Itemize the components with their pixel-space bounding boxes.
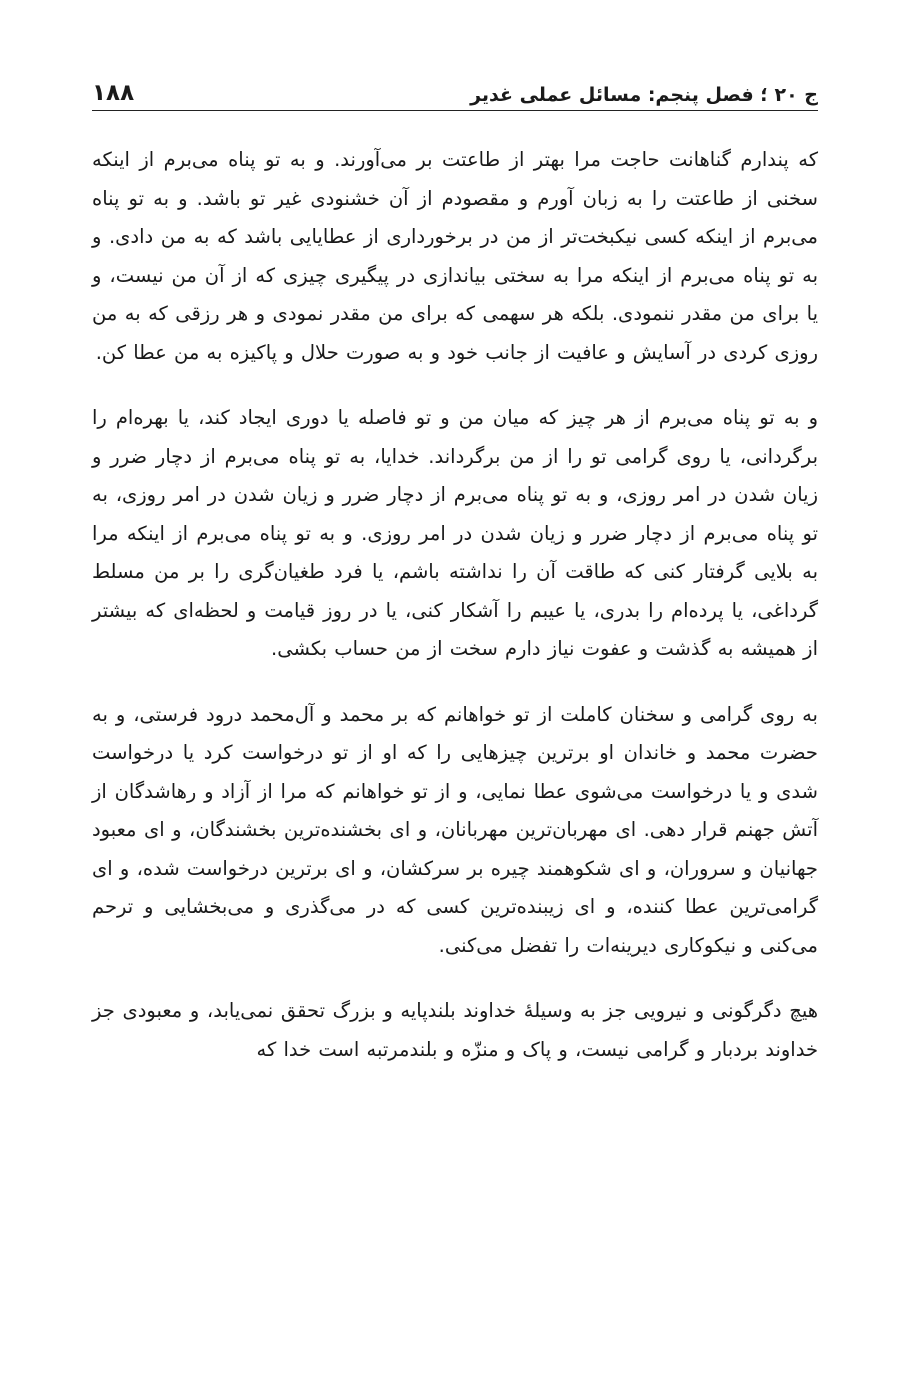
paragraph: هیچ دگرگونی و نیرویی جز به وسیلهٔ خداوند بلندپایه و بزرگ تحقق نمی‌یابد، و معبودی جز خداوند بردبار و گرامی نیست، و پاک و منزّه و بلندمرتبه است خدا که xyxy=(92,999,818,1061)
book-page xyxy=(92,60,818,1096)
paragraph: که پندارم گناهانت حاجت مرا بهتر از طاعتت بر می‌آورند. و به تو پناه می‌برم از اینکه سخنی از طاعتت را به زبان آورم و مقصودم از آن خشنودی غیر تو باشد. و به تو پناه می‌برم از اینکه کسی نیکبخت‌تر از من در برخورداری از عطایایی باشد که به من دادی. و به تو پناه می‌برم از اینکه مرا به سختی بیاندازی در پیگیری چیزی که از آن من نیست، و یا برای من مقدر ننمودی. بلکه هر سهمی که برای من مقدر نمودی و هر رزقی که به من روزی کردی در آسایش و عافیت از جانب خود و به صورت حلال و پاکیزه به من عطا کن. xyxy=(92,148,818,364)
body-text xyxy=(92,141,818,1069)
paragraph: و به تو پناه می‌برم از هر چیز که میان من و تو فاصله یا دوری ایجاد کند، یا بهره‌ام را برگردانی، یا روی گرامی تو را از من برگرداند. خدایا، به تو پناه می‌برم از دچار ضرر و زیان شدن در امر روزی، و به تو پناه می‌برم از دچار ضرر و زیان شدن در امر روزی، به تو پناه می‌برم از دچار ضرر و زیان شدن در امر روزی. و به تو پناه می‌برم از اینکه مرا به بلایی گرفتار کنی که طاقت آن را نداشته باشم، یا فرد طغیان‌گری را بر من مسلط گرداغی، یا پرده‌ام را بدری، یا عیبم را آشکار کنی، یا در روز قیامت و لحظه‌ای که بیشتر از همیشه به گذشت و عفوت نیاز دارم سخت از من حساب بکشی. xyxy=(92,406,818,660)
page-number: ۱۸۸ xyxy=(92,80,135,106)
running-title: ج ۲۰ ؛ فصل پنجم: مسائل عملی غدیر xyxy=(470,84,818,106)
page-header xyxy=(92,60,818,111)
paragraph: به روی گرامی و سخنان کاملت از تو خواهانم که بر محمد و آل‌محمد درود فرستی، و به حضرت محمد و خاندان او برترین چیزهایی را که او از تو درخواست کرد یا درخواست شدی و یا درخواست می‌شوی عطا نمایی، و از تو خواهانم که مرا از آزاد و رهاشدگان از آتش جهنم قرار دهی. ای مهربان‌ترین مهربانان، و ای بخشنده‌ترین بخشندگان، و ای معبود جهانیان و سروران، و ای شکوهمند چیره بر سرکشان، و ای برترین درخواست شده، و ای گرامی‌ترین عطا کننده، و ای زیبنده‌ترین کسی که در می‌گذری و می‌بخشایی و ترحم می‌کنی و نیکوکاری دیرینه‌ات را تفضل می‌کنی. xyxy=(92,702,818,957)
